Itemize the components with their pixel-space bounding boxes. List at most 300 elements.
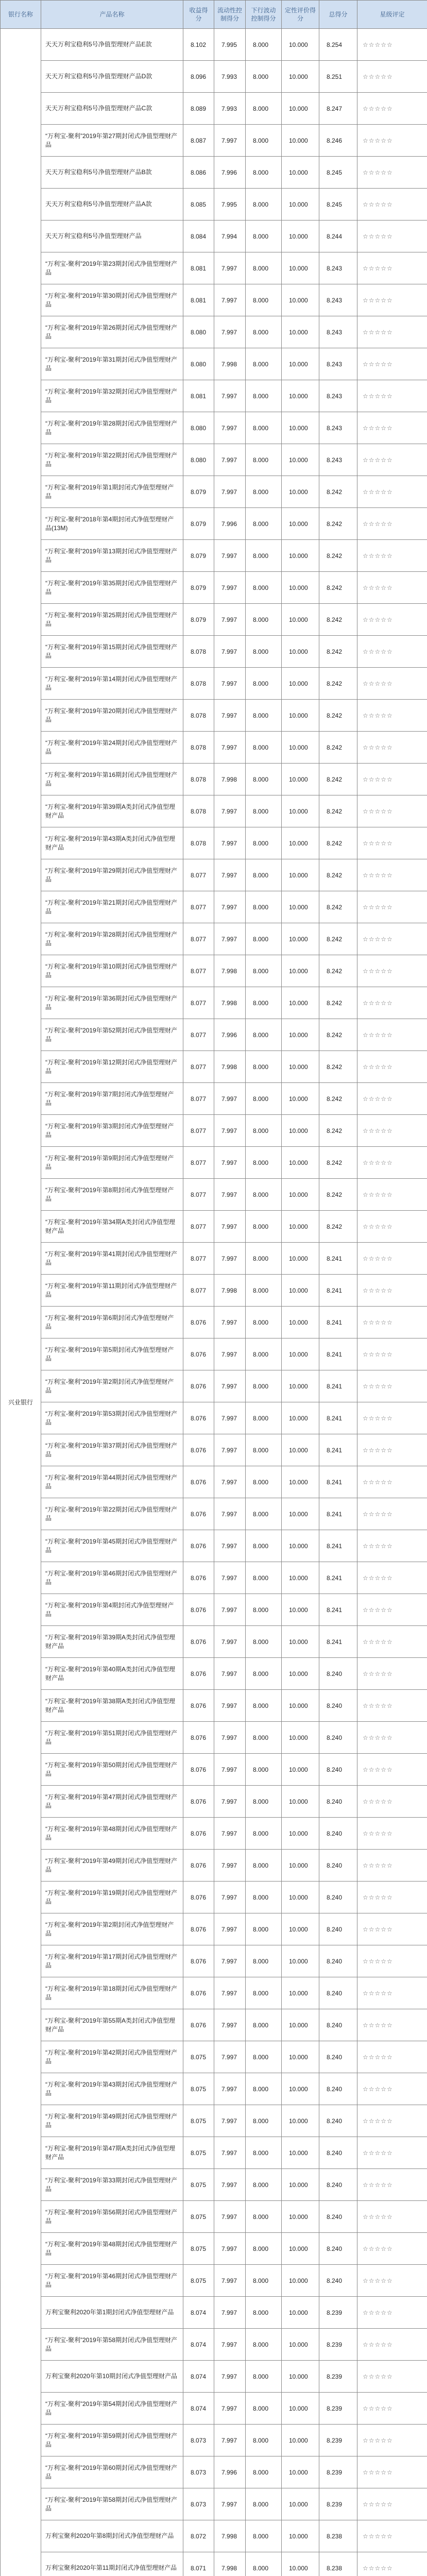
total-score-cell: 8.243 xyxy=(319,444,357,476)
liquidity-score-cell: 7.997 xyxy=(214,1977,246,2009)
product-name-cell: “万利宝-聚利”2019年第46期封闭式净值型理财产品 xyxy=(41,1562,183,1594)
product-name-cell: “万利宝-聚利”2019年第37期封闭式净值型理财产品 xyxy=(41,1434,183,1466)
liquidity-score-cell: 7.997 xyxy=(214,1370,246,1402)
downside-score-cell: 8.000 xyxy=(246,508,282,540)
return-score-cell: 8.075 xyxy=(183,2201,214,2233)
liquidity-score-cell: 7.997 xyxy=(214,2488,246,2520)
downside-score-cell: 8.000 xyxy=(246,1179,282,1211)
downside-score-cell: 8.000 xyxy=(246,2105,282,2137)
star-rating-cell: ☆☆☆☆☆ xyxy=(357,1275,427,1307)
liquidity-score-cell: 7.997 xyxy=(214,1562,246,1594)
liquidity-score-cell: 7.996 xyxy=(214,1019,246,1051)
star-rating-cell: ☆☆☆☆☆ xyxy=(357,891,427,923)
qualitative-score-cell: 10.000 xyxy=(282,2169,319,2201)
return-score-cell: 8.075 xyxy=(183,2233,214,2265)
table-row xyxy=(1,1370,427,1402)
qualitative-score-cell: 10.000 xyxy=(282,1562,319,1594)
downside-score-cell: 8.000 xyxy=(246,1211,282,1243)
table-row xyxy=(1,348,427,380)
star-rating-cell: ☆☆☆☆☆ xyxy=(357,1370,427,1402)
downside-score-cell: 8.000 xyxy=(246,2456,282,2488)
product-name-cell: “万利宝-聚利”2019年第53期封闭式净值型理财产品 xyxy=(41,1402,183,1434)
qualitative-score-cell: 10.000 xyxy=(282,2233,319,2265)
downside-score-cell: 8.000 xyxy=(246,1275,282,1307)
liquidity-score-cell: 7.997 xyxy=(214,2297,246,2329)
star-rating-cell: ☆☆☆☆☆ xyxy=(357,2105,427,2137)
table-row xyxy=(1,93,427,125)
return-score-cell: 8.078 xyxy=(183,732,214,764)
product-name-cell: “万利宝-聚利”2019年第58期封闭式净值型理财产品 xyxy=(41,2329,183,2361)
qualitative-score-cell: 10.000 xyxy=(282,93,319,125)
star-rating-cell: ☆☆☆☆☆ xyxy=(357,1051,427,1083)
qualitative-score-cell: 10.000 xyxy=(282,2201,319,2233)
return-score-cell: 8.075 xyxy=(183,2041,214,2073)
downside-score-cell: 8.000 xyxy=(246,1945,282,1977)
qualitative-score-cell: 10.000 xyxy=(282,2297,319,2329)
qualitative-score-cell: 10.000 xyxy=(282,1913,319,1945)
liquidity-score-cell: 7.997 xyxy=(214,316,246,348)
product-name-cell: 万利宝聚利2020年第1期封闭式净值型理财产品 xyxy=(41,2297,183,2329)
product-name-cell: “万利宝-聚利”2019年第42期封闭式净值型理财产品 xyxy=(41,2041,183,2073)
total-score-cell: 8.242 xyxy=(319,795,357,827)
total-score-cell: 8.240 xyxy=(319,2009,357,2041)
total-score-cell: 8.240 xyxy=(319,1786,357,1818)
product-name-cell: “万利宝-聚利”2019年第22期封闭式净值型理财产品 xyxy=(41,444,183,476)
table-row xyxy=(1,764,427,795)
table-row xyxy=(1,29,427,61)
return-score-cell: 8.077 xyxy=(183,923,214,955)
star-rating-cell: ☆☆☆☆☆ xyxy=(357,1466,427,1498)
product-name-cell: “万利宝-聚利”2019年第22期封闭式净值型理财产品 xyxy=(41,1498,183,1530)
star-rating-cell: ☆☆☆☆☆ xyxy=(357,1147,427,1179)
downside-score-cell: 8.000 xyxy=(246,1690,282,1722)
liquidity-score-cell: 7.997 xyxy=(214,1115,246,1147)
star-rating-cell: ☆☆☆☆☆ xyxy=(357,1338,427,1370)
table-row xyxy=(1,1722,427,1754)
header-total-score: 总得分 xyxy=(319,1,357,29)
downside-score-cell: 8.000 xyxy=(246,923,282,955)
star-rating-cell: ☆☆☆☆☆ xyxy=(357,2520,427,2552)
product-name-cell: “万利宝-聚利”2019年第10期封闭式净值型理财产品 xyxy=(41,955,183,987)
total-score-cell: 8.242 xyxy=(319,604,357,636)
total-score-cell: 8.240 xyxy=(319,2137,357,2169)
star-rating-cell: ☆☆☆☆☆ xyxy=(357,923,427,955)
liquidity-score-cell: 7.997 xyxy=(214,1434,246,1466)
liquidity-score-cell: 7.997 xyxy=(214,1083,246,1115)
table-row xyxy=(1,157,427,189)
qualitative-score-cell: 10.000 xyxy=(282,2265,319,2297)
product-name-cell: “万利宝-聚利”2019年第51期封闭式净值型理财产品 xyxy=(41,1722,183,1754)
liquidity-score-cell: 7.997 xyxy=(214,1179,246,1211)
qualitative-score-cell: 10.000 xyxy=(282,1275,319,1307)
downside-score-cell: 8.000 xyxy=(246,891,282,923)
liquidity-score-cell: 7.997 xyxy=(214,2073,246,2105)
return-score-cell: 8.077 xyxy=(183,1083,214,1115)
liquidity-score-cell: 7.997 xyxy=(214,1338,246,1370)
liquidity-score-cell: 7.997 xyxy=(214,923,246,955)
star-rating-cell: ☆☆☆☆☆ xyxy=(357,412,427,444)
total-score-cell: 8.240 xyxy=(319,1754,357,1786)
liquidity-score-cell: 7.997 xyxy=(214,412,246,444)
qualitative-score-cell: 10.000 xyxy=(282,2009,319,2041)
return-score-cell: 8.081 xyxy=(183,284,214,316)
liquidity-score-cell: 7.993 xyxy=(214,61,246,93)
return-score-cell: 8.078 xyxy=(183,700,214,732)
liquidity-score-cell: 7.997 xyxy=(214,795,246,827)
table-row xyxy=(1,1690,427,1722)
star-rating-cell: ☆☆☆☆☆ xyxy=(357,1850,427,1882)
total-score-cell: 8.241 xyxy=(319,1466,357,1498)
product-name-cell: “万利宝-聚利”2019年第17期封闭式净值型理财产品 xyxy=(41,1945,183,1977)
product-name-cell: “万利宝-聚利”2019年第31期封闭式净值型理财产品 xyxy=(41,348,183,380)
table-row xyxy=(1,2265,427,2297)
liquidity-score-cell: 7.997 xyxy=(214,604,246,636)
total-score-cell: 8.242 xyxy=(319,1083,357,1115)
downside-score-cell: 8.000 xyxy=(246,2393,282,2425)
liquidity-score-cell: 7.997 xyxy=(214,2233,246,2265)
product-name-cell: “万利宝-聚利”2019年第7期封闭式净值型理财产品 xyxy=(41,1083,183,1115)
total-score-cell: 8.242 xyxy=(319,987,357,1019)
qualitative-score-cell: 10.000 xyxy=(282,1370,319,1402)
return-score-cell: 8.080 xyxy=(183,444,214,476)
total-score-cell: 8.241 xyxy=(319,1594,357,1626)
downside-score-cell: 8.000 xyxy=(246,93,282,125)
total-score-cell: 8.242 xyxy=(319,1115,357,1147)
star-rating-cell: ☆☆☆☆☆ xyxy=(357,348,427,380)
total-score-cell: 8.244 xyxy=(319,221,357,252)
product-name-cell: “万利宝-聚利”2019年第9期封闭式净值型理财产品 xyxy=(41,1147,183,1179)
qualitative-score-cell: 10.000 xyxy=(282,636,319,668)
star-rating-cell: ☆☆☆☆☆ xyxy=(357,1562,427,1594)
return-score-cell: 8.079 xyxy=(183,604,214,636)
product-name-cell: “万利宝-聚利”2019年第27期封闭式净值型理财产品 xyxy=(41,125,183,157)
product-name-cell: “万利宝-聚利”2019年第59期封闭式净值型理财产品 xyxy=(41,2425,183,2456)
downside-score-cell: 8.000 xyxy=(246,700,282,732)
qualitative-score-cell: 10.000 xyxy=(282,221,319,252)
table-row xyxy=(1,189,427,221)
downside-score-cell: 8.000 xyxy=(246,636,282,668)
qualitative-score-cell: 10.000 xyxy=(282,252,319,284)
star-rating-cell: ☆☆☆☆☆ xyxy=(357,572,427,604)
product-name-cell: “万利宝-聚利”2019年第49期封闭式净值型理财产品 xyxy=(41,1850,183,1882)
return-score-cell: 8.076 xyxy=(183,1690,214,1722)
liquidity-score-cell: 7.997 xyxy=(214,891,246,923)
qualitative-score-cell: 10.000 xyxy=(282,2456,319,2488)
total-score-cell: 8.240 xyxy=(319,2073,357,2105)
product-name-cell: “万利宝-聚利”2019年第45期封闭式净值型理财产品 xyxy=(41,1530,183,1562)
liquidity-score-cell: 7.998 xyxy=(214,1051,246,1083)
return-score-cell: 8.081 xyxy=(183,380,214,412)
downside-score-cell: 8.000 xyxy=(246,795,282,827)
downside-score-cell: 8.000 xyxy=(246,1562,282,1594)
liquidity-score-cell: 7.997 xyxy=(214,2361,246,2393)
return-score-cell: 8.080 xyxy=(183,316,214,348)
total-score-cell: 8.242 xyxy=(319,572,357,604)
downside-score-cell: 8.000 xyxy=(246,1243,282,1275)
product-name-cell: “万利宝-聚利”2019年第2期封闭式净值型理财产品 xyxy=(41,1370,183,1402)
downside-score-cell: 8.000 xyxy=(246,157,282,189)
downside-score-cell: 8.000 xyxy=(246,1818,282,1850)
total-score-cell: 8.238 xyxy=(319,2552,357,2576)
total-score-cell: 8.242 xyxy=(319,1211,357,1243)
qualitative-score-cell: 10.000 xyxy=(282,795,319,827)
table-row xyxy=(1,1338,427,1370)
liquidity-score-cell: 7.997 xyxy=(214,1307,246,1338)
downside-score-cell: 8.000 xyxy=(246,125,282,157)
product-name-cell: “万利宝-聚利”2019年第43期封闭式净值型理财产品 xyxy=(41,2073,183,2105)
liquidity-score-cell: 7.997 xyxy=(214,444,246,476)
table-row xyxy=(1,859,427,891)
product-name-cell: “万利宝-聚利”2019年第12期封闭式净值型理财产品 xyxy=(41,1051,183,1083)
star-rating-cell: ☆☆☆☆☆ xyxy=(357,1115,427,1147)
downside-score-cell: 8.000 xyxy=(246,476,282,508)
header-return-score: 收益得分 xyxy=(183,1,214,29)
star-rating-cell: ☆☆☆☆☆ xyxy=(357,1786,427,1818)
header-qualitative-score: 定性评价得分 xyxy=(282,1,319,29)
table-row xyxy=(1,1307,427,1338)
product-name-cell: “万利宝-聚利”2019年第58期封闭式净值型理财产品 xyxy=(41,2488,183,2520)
downside-score-cell: 8.000 xyxy=(246,1115,282,1147)
qualitative-score-cell: 10.000 xyxy=(282,1179,319,1211)
return-score-cell: 8.085 xyxy=(183,189,214,221)
downside-score-cell: 8.000 xyxy=(246,1402,282,1434)
total-score-cell: 8.242 xyxy=(319,1019,357,1051)
product-name-cell: “万利宝-聚利”2019年第8期封闭式净值型理财产品 xyxy=(41,1179,183,1211)
return-score-cell: 8.077 xyxy=(183,1211,214,1243)
total-score-cell: 8.242 xyxy=(319,764,357,795)
downside-score-cell: 8.000 xyxy=(246,2361,282,2393)
table-row xyxy=(1,732,427,764)
star-rating-cell: ☆☆☆☆☆ xyxy=(357,2425,427,2456)
table-row xyxy=(1,604,427,636)
table-row xyxy=(1,2552,427,2576)
table-row xyxy=(1,923,427,955)
downside-score-cell: 8.000 xyxy=(246,1530,282,1562)
liquidity-score-cell: 7.997 xyxy=(214,1850,246,1882)
header-liquidity-score: 流动性控制得分 xyxy=(214,1,246,29)
table-row xyxy=(1,2361,427,2393)
liquidity-score-cell: 7.997 xyxy=(214,1466,246,1498)
product-name-cell: 万利宝聚利2020年第8期封闭式净值型理财产品 xyxy=(41,2520,183,2552)
return-score-cell: 8.102 xyxy=(183,29,214,61)
table-row xyxy=(1,1083,427,1115)
table-row xyxy=(1,1211,427,1243)
downside-score-cell: 8.000 xyxy=(246,284,282,316)
total-score-cell: 8.241 xyxy=(319,1243,357,1275)
return-score-cell: 8.077 xyxy=(183,1019,214,1051)
liquidity-score-cell: 7.997 xyxy=(214,636,246,668)
qualitative-score-cell: 10.000 xyxy=(282,827,319,859)
downside-score-cell: 8.000 xyxy=(246,1051,282,1083)
liquidity-score-cell: 7.997 xyxy=(214,1243,246,1275)
total-score-cell: 8.243 xyxy=(319,284,357,316)
downside-score-cell: 8.000 xyxy=(246,444,282,476)
downside-score-cell: 8.000 xyxy=(246,1658,282,1690)
liquidity-score-cell: 7.997 xyxy=(214,1658,246,1690)
star-rating-cell: ☆☆☆☆☆ xyxy=(357,1243,427,1275)
return-score-cell: 8.076 xyxy=(183,1786,214,1818)
qualitative-score-cell: 10.000 xyxy=(282,1211,319,1243)
liquidity-score-cell: 7.998 xyxy=(214,987,246,1019)
return-score-cell: 8.079 xyxy=(183,540,214,572)
total-score-cell: 8.242 xyxy=(319,732,357,764)
table-body xyxy=(1,29,427,2576)
qualitative-score-cell: 10.000 xyxy=(282,1434,319,1466)
star-rating-cell: ☆☆☆☆☆ xyxy=(357,2552,427,2576)
total-score-cell: 8.243 xyxy=(319,252,357,284)
downside-score-cell: 8.000 xyxy=(246,987,282,1019)
bank-name-cell: 兴业银行 xyxy=(1,29,41,2576)
star-rating-cell: ☆☆☆☆☆ xyxy=(357,221,427,252)
total-score-cell: 8.241 xyxy=(319,1370,357,1402)
return-score-cell: 8.076 xyxy=(183,1307,214,1338)
star-rating-cell: ☆☆☆☆☆ xyxy=(357,2137,427,2169)
liquidity-score-cell: 7.997 xyxy=(214,380,246,412)
return-score-cell: 8.077 xyxy=(183,1243,214,1275)
liquidity-score-cell: 7.997 xyxy=(214,252,246,284)
downside-score-cell: 8.000 xyxy=(246,859,282,891)
header-product: 产品名称 xyxy=(41,1,183,29)
table-row xyxy=(1,284,427,316)
qualitative-score-cell: 10.000 xyxy=(282,2137,319,2169)
qualitative-score-cell: 10.000 xyxy=(282,859,319,891)
downside-score-cell: 8.000 xyxy=(246,2009,282,2041)
table-row xyxy=(1,2297,427,2329)
liquidity-score-cell: 7.997 xyxy=(214,2041,246,2073)
qualitative-score-cell: 10.000 xyxy=(282,1466,319,1498)
total-score-cell: 8.240 xyxy=(319,2233,357,2265)
qualitative-score-cell: 10.000 xyxy=(282,955,319,987)
table-row xyxy=(1,380,427,412)
return-score-cell: 8.076 xyxy=(183,1658,214,1690)
product-name-cell: “万利宝-聚利”2019年第6期封闭式净值型理财产品 xyxy=(41,1307,183,1338)
return-score-cell: 8.076 xyxy=(183,1466,214,1498)
total-score-cell: 8.240 xyxy=(319,1818,357,1850)
star-rating-cell: ☆☆☆☆☆ xyxy=(357,476,427,508)
product-name-cell: “万利宝-聚利”2019年第39期A类封闭式净值型理财产品 xyxy=(41,795,183,827)
return-score-cell: 8.076 xyxy=(183,1530,214,1562)
total-score-cell: 8.241 xyxy=(319,1562,357,1594)
product-name-cell: “万利宝-聚利”2019年第24期封闭式净值型理财产品 xyxy=(41,732,183,764)
return-score-cell: 8.074 xyxy=(183,2329,214,2361)
star-rating-cell: ☆☆☆☆☆ xyxy=(357,2201,427,2233)
liquidity-score-cell: 7.997 xyxy=(214,2393,246,2425)
table-row xyxy=(1,1913,427,1945)
qualitative-score-cell: 10.000 xyxy=(282,29,319,61)
qualitative-score-cell: 10.000 xyxy=(282,1882,319,1913)
liquidity-score-cell: 7.995 xyxy=(214,189,246,221)
total-score-cell: 8.239 xyxy=(319,2456,357,2488)
star-rating-cell: ☆☆☆☆☆ xyxy=(357,189,427,221)
return-score-cell: 8.076 xyxy=(183,1977,214,2009)
liquidity-score-cell: 7.997 xyxy=(214,1690,246,1722)
qualitative-score-cell: 10.000 xyxy=(282,1115,319,1147)
return-score-cell: 8.076 xyxy=(183,1850,214,1882)
return-score-cell: 8.074 xyxy=(183,2361,214,2393)
table-row xyxy=(1,1147,427,1179)
liquidity-score-cell: 7.997 xyxy=(214,1722,246,1754)
star-rating-cell: ☆☆☆☆☆ xyxy=(357,157,427,189)
table-row xyxy=(1,1434,427,1466)
star-rating-cell: ☆☆☆☆☆ xyxy=(357,732,427,764)
liquidity-score-cell: 7.998 xyxy=(214,2552,246,2576)
return-score-cell: 8.075 xyxy=(183,2265,214,2297)
star-rating-cell: ☆☆☆☆☆ xyxy=(357,2393,427,2425)
star-rating-cell: ☆☆☆☆☆ xyxy=(357,2297,427,2329)
product-name-cell: “万利宝-聚利”2019年第1期封闭式净值型理财产品 xyxy=(41,476,183,508)
table-row xyxy=(1,1754,427,1786)
return-score-cell: 8.077 xyxy=(183,891,214,923)
product-name-cell: “万利宝-聚利”2019年第48期封闭式净值型理财产品 xyxy=(41,1818,183,1850)
qualitative-score-cell: 10.000 xyxy=(282,284,319,316)
star-rating-cell: ☆☆☆☆☆ xyxy=(357,444,427,476)
total-score-cell: 8.240 xyxy=(319,1722,357,1754)
star-rating-cell: ☆☆☆☆☆ xyxy=(357,1019,427,1051)
table-row xyxy=(1,1977,427,2009)
qualitative-score-cell: 10.000 xyxy=(282,1243,319,1275)
table-row xyxy=(1,316,427,348)
star-rating-cell: ☆☆☆☆☆ xyxy=(357,1498,427,1530)
liquidity-score-cell: 7.997 xyxy=(214,2329,246,2361)
total-score-cell: 8.243 xyxy=(319,380,357,412)
total-score-cell: 8.254 xyxy=(319,29,357,61)
table-row xyxy=(1,2425,427,2456)
star-rating-cell: ☆☆☆☆☆ xyxy=(357,2233,427,2265)
return-score-cell: 8.073 xyxy=(183,2425,214,2456)
total-score-cell: 8.242 xyxy=(319,923,357,955)
product-name-cell: “万利宝-聚利”2019年第28期封闭式净值型理财产品 xyxy=(41,412,183,444)
downside-score-cell: 8.000 xyxy=(246,1307,282,1338)
product-name-cell: 万利宝聚利2020年第10期封闭式净值型理财产品 xyxy=(41,2361,183,2393)
product-name-cell: “万利宝-聚利”2019年第35期封闭式净值型理财产品 xyxy=(41,572,183,604)
qualitative-score-cell: 10.000 xyxy=(282,125,319,157)
table-row xyxy=(1,61,427,93)
table-row xyxy=(1,1498,427,1530)
downside-score-cell: 8.000 xyxy=(246,1498,282,1530)
liquidity-score-cell: 7.997 xyxy=(214,572,246,604)
downside-score-cell: 8.000 xyxy=(246,221,282,252)
table-row xyxy=(1,891,427,923)
total-score-cell: 8.243 xyxy=(319,316,357,348)
downside-score-cell: 8.000 xyxy=(246,1434,282,1466)
qualitative-score-cell: 10.000 xyxy=(282,1402,319,1434)
table-row xyxy=(1,987,427,1019)
product-name-cell: “万利宝-聚利”2019年第41期封闭式净值型理财产品 xyxy=(41,1243,183,1275)
qualitative-score-cell: 10.000 xyxy=(282,891,319,923)
qualitative-score-cell: 10.000 xyxy=(282,1945,319,1977)
downside-score-cell: 8.000 xyxy=(246,1594,282,1626)
product-name-cell: “万利宝-聚利”2019年第47期A类封闭式净值型理财产品 xyxy=(41,2137,183,2169)
return-score-cell: 8.074 xyxy=(183,2297,214,2329)
return-score-cell: 8.077 xyxy=(183,987,214,1019)
downside-score-cell: 8.000 xyxy=(246,2233,282,2265)
table-row xyxy=(1,1402,427,1434)
star-rating-cell: ☆☆☆☆☆ xyxy=(357,955,427,987)
star-rating-cell: ☆☆☆☆☆ xyxy=(357,2361,427,2393)
total-score-cell: 8.243 xyxy=(319,348,357,380)
table-row xyxy=(1,252,427,284)
qualitative-score-cell: 10.000 xyxy=(282,668,319,700)
downside-score-cell: 8.000 xyxy=(246,1147,282,1179)
return-score-cell: 8.076 xyxy=(183,1434,214,1466)
star-rating-cell: ☆☆☆☆☆ xyxy=(357,1434,427,1466)
qualitative-score-cell: 10.000 xyxy=(282,1850,319,1882)
return-score-cell: 8.076 xyxy=(183,1945,214,1977)
liquidity-score-cell: 7.997 xyxy=(214,732,246,764)
product-name-cell: “万利宝-聚利”2019年第23期封闭式净值型理财产品 xyxy=(41,252,183,284)
downside-score-cell: 8.000 xyxy=(246,1786,282,1818)
qualitative-score-cell: 10.000 xyxy=(282,764,319,795)
